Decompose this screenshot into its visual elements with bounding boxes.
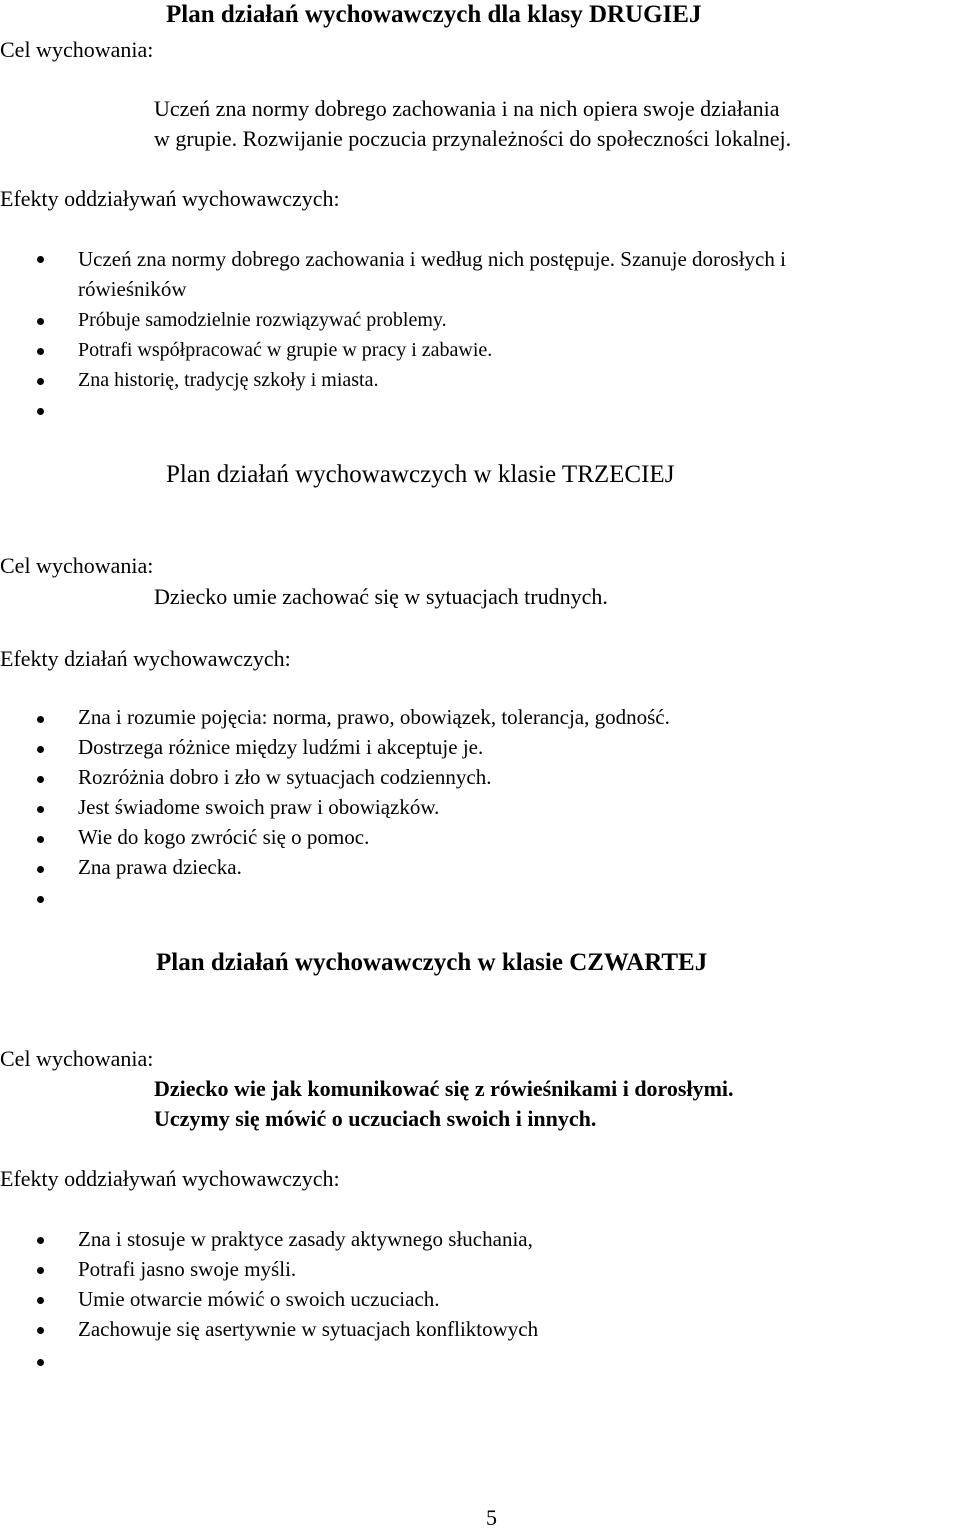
page-number: 5 bbox=[486, 1505, 497, 1530]
list-item: Potrafi współpracować w grupie w pracy i zabawie. bbox=[78, 339, 493, 361]
list-item: Umie otwarcie mówić o swoich uczuciach. bbox=[78, 1287, 440, 1311]
list-item: Wie do kogo zwrócić się o pomoc. bbox=[78, 825, 370, 849]
bullet-icon bbox=[37, 836, 44, 843]
effects-label: Efekty działań wychowawczych: bbox=[0, 646, 291, 671]
bullet-icon bbox=[37, 866, 44, 873]
bullet-icon bbox=[37, 746, 44, 753]
bullet-icon bbox=[37, 1267, 44, 1274]
list-item: Jest świadome swoich praw i obowiązków. bbox=[78, 795, 440, 819]
bullet-icon bbox=[37, 408, 44, 415]
goal-line: w grupie. Rozwijanie poczucia przynależności do społeczności lokalnej. bbox=[154, 126, 792, 151]
list-item: Zna historię, tradycję szkoły i miasta. bbox=[78, 369, 379, 391]
bullet-icon bbox=[37, 1327, 44, 1334]
bullet-icon bbox=[37, 318, 44, 325]
section-title-czwartej: Plan działań wychowawczych w klasie CZWARTEJ bbox=[156, 949, 708, 976]
list-item: Uczeń zna normy dobrego zachowania i według nich postępuje. Szanuje dorosłych i bbox=[78, 247, 786, 271]
goal-line: Uczymy się mówić o uczuciach swoich i innych. bbox=[154, 1106, 597, 1131]
bullet-icon bbox=[37, 256, 44, 263]
goal-line: Uczeń zna normy dobrego zachowania i na nich opiera swoje działania bbox=[154, 96, 780, 121]
list-item: Zna prawa dziecka. bbox=[78, 855, 242, 879]
goal-label: Cel wychowania: bbox=[0, 1046, 154, 1071]
effects-label: Efekty oddziaływań wychowawczych: bbox=[0, 186, 340, 211]
bullet-icon bbox=[37, 1297, 44, 1304]
list-item: Zna i rozumie pojęcia: norma, prawo, obowiązek, tolerancja, godność. bbox=[78, 705, 670, 729]
list-item: rówieśników bbox=[78, 277, 187, 301]
section-title-drugiej: Plan działań wychowawczych dla klasy DRUGIEJ bbox=[166, 1, 702, 28]
bullet-icon bbox=[37, 776, 44, 783]
goal-line: Dziecko umie zachować się w sytuacjach trudnych. bbox=[154, 584, 608, 609]
goal-label: Cel wychowania: bbox=[0, 37, 154, 62]
bullet-icon bbox=[37, 1359, 44, 1366]
bullet-icon bbox=[37, 806, 44, 813]
goal-line: Dziecko wie jak komunikować się z rówieśnikami i dorosłymi. bbox=[154, 1076, 734, 1101]
list-item: Dostrzega różnice między ludźmi i akceptuje je. bbox=[78, 735, 484, 759]
list-item: Potrafi jasno swoje myśli. bbox=[78, 1257, 297, 1281]
list-item: Próbuje samodzielnie rozwiązywać problemy. bbox=[78, 309, 447, 331]
bullet-icon bbox=[37, 348, 44, 355]
list-item: Rozróżnia dobro i zło w sytuacjach codziennych. bbox=[78, 765, 492, 789]
effects-label: Efekty oddziaływań wychowawczych: bbox=[0, 1166, 340, 1191]
list-item: Zachowuje się asertywnie w sytuacjach konfliktowych bbox=[78, 1317, 539, 1341]
list-item: Zna i stosuje w praktyce zasady aktywnego słuchania, bbox=[78, 1227, 533, 1251]
bullet-icon bbox=[37, 716, 44, 723]
bullet-icon bbox=[37, 896, 44, 903]
section-title-trzeciej: Plan działań wychowawczych w klasie TRZECIEJ bbox=[166, 461, 675, 488]
bullet-icon bbox=[37, 1237, 44, 1244]
bullet-icon bbox=[37, 378, 44, 385]
goal-label: Cel wychowania: bbox=[0, 553, 154, 578]
